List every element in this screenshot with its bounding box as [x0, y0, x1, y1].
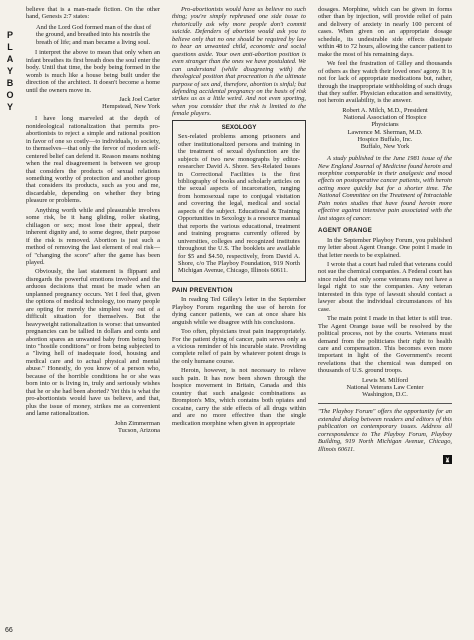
box-text: Sex-related problems among prisoners and other institutionalized persons and training in the treatment of sexual dysfunction are the subjects of two new monographs by editor-researcher David A. Shore. Sex-Related Issues in Correctional Facilities is the first bibliography of books and scholarly articles on the sexual aspects of incarceration, ranging from homosexual rape to conjugal visitation and covering the legal, medical and social aspects of the subject. Educational & Training Opportunities in Sexology is a resource manual that reports the various educational, treatment and training programs currently offered by universities, colleges and recognized institutes throughout the U.S. The booklets are available for $5 and $4.50, respectively, from David A. Shore, c/o The Playboy Foundation, 919 North Michigan Avenue, Chicago, Illinois 60611. — [178, 133, 300, 275]
signature-line: Robert A. Milch, M.D., President — [342, 106, 428, 114]
signature-name: John Zimmerman — [114, 419, 160, 427]
column-1 — [26, 6, 160, 439]
column-2 — [172, 6, 306, 429]
section-heading: PAIN PREVENTION — [172, 286, 233, 294]
magazine-name: PLAYBOY — [5, 30, 15, 114]
divider — [318, 403, 452, 404]
letter-signature — [26, 420, 160, 434]
signature-line: National Association of Hospice — [343, 114, 427, 122]
editor-reply: Pro-abortionists would have us believe no such thing; you're simply rephrased one side issue to rhetorically ask why more people don't commit suicide. Defenders of abortion would ask you to believe only that no one should be required by law to bear an unwanted child, economic and social questions aside. Your own anti-abortion position is even stranger than the ones we have postulated. We can understand (while disagreeing with) the theological position that procreation is the ultimate purpose of sex and, therefore, abortion is sinful; but defending accidental pregnancy on the basis of risk strikes us as a little weird. And not even sporting, when you consider that the risk is limited to the female players. — [172, 6, 306, 118]
letter-paragraph: Heroin, however, is not necessary to relieve such pain. It has now been shown through the hospice movement in Britain, Canada and this country that such analgesic combinations as Brompton's Mix, which contains both opiates and cocaine, carry the side effects of all drugs within and are no more effective than the single medication morphine when given in appropriate — [172, 367, 306, 427]
letter-paragraph: I interpret the above to mean that only when an infant breathes its first breath does the soul enter the body. Until that time, the body being formed in the womb is much like a house being built under the direction of the architect. It doesn't become a home until the owners move in. — [26, 49, 160, 94]
signature-line: Hospice Buffalo, Inc. — [357, 135, 413, 143]
letter-paragraph: believe that is a man-made fiction. On the other hand, Genesis 2:7 states: — [26, 6, 160, 21]
box-heading: SEXOLOGY — [221, 123, 257, 131]
signature-place: Hempstead, New York — [102, 103, 160, 111]
signature-line: Washington, D.C. — [362, 391, 408, 399]
letter-paragraph: In the September Playboy Forum, you published my letter about Agent Orange. One point I made in that letter needs to be explained. — [318, 236, 452, 259]
signature-line: National Veterans Law Center — [346, 384, 424, 391]
letter-paragraph: Anything worth while and pleasurable involves some risk, be it hang gliding, roller skating, chiliagon or sex; most lose their appeal, their inherent dignity and, to some degree, their purpose if the risk is removed. Abortion is just such a method of removing the last element of real risk—of "changing the score" after the game has been played. — [26, 206, 160, 266]
letter-paragraph: I have long marveled at the depth of nonideological rationalization that permits pro-abortionists to reject a simple and rational position in favor of one so costly—to individuals, to society, to themselves—that only the fervor of modern self-centered belief can defend it. Reason means nothing when the real disagreement is between we group that considers the products of sexual relations something worthy of protection and another group that considers its products, such as you and me, discardable, depending on whether they bring pleasure or problems. — [26, 115, 160, 205]
column-3 — [318, 6, 452, 464]
signature-line: Lewis M. Milford — [362, 376, 408, 384]
letter-paragraph: In reading Ted Gilley's letter in the September Playboy Forum regarding the use of heroin for dying cancer patients, we can at once share his anguish while we disagree with his conclusions. — [172, 296, 306, 326]
page-number: 66 — [5, 627, 13, 634]
letter-paragraph: The main point I made in that letter is still true. The Agent Orange issue will be resolved by the political process, not by the courts. Veterans must demand from the politicians their right to health care and compensation. This becomes even more important in light of the Government's recent revelations that the chemical was dumped on thousands of U.S. ground troops. — [318, 315, 452, 375]
letter-paragraph: I wrote that a court had ruled that veterans could not sue the chemical companies. A Federal court has since ruled that only some veterans may not have a legal right to sue the companies. Any veteran interested in this type of lawsuit should contact a lawyer about the individual circumstances of his case. — [318, 261, 452, 313]
section-heading: AGENT ORANGE — [318, 227, 373, 235]
signature-line: Physicians — [371, 121, 399, 129]
signature-line: Lawrence M. Sherman, M.D. — [347, 128, 423, 136]
letter-paragraph: dosages. Morphine, which can be given in forms other than by injection, will provide relief of pain and delivery of anxiety in nearly 100 percent of cases. When given on an appropriate dosage schedule, its undesirable side effects dissipate within 48 to 72 hours, allowing the cancer patient to make the most of his remaining days. — [318, 6, 452, 58]
letter-signature — [318, 377, 452, 399]
letter-paragraph: Obviously, the last statement is flippant and disregards the powerful emotions involved and the arduous decisions that must be made when an unplanned pregnancy occurs. Yet I feel that, given the options of medical technology, too many people are opting for merely the simplest way out of a difficult situation for themselves. But the heavyweight rationalization is worse: that unwanted pregnancies can be tallied in dollars and cents and abortion spares an unwanted baby from being born into "hostile conditions" or from being subjected to a "living hell of inadequate food, housing and medical care and to actual physical and mental abuse." Honestly, do you know of a person who, because of the horrible conditions he or she was born into or is living in, truly and seriously wishes that he or she had been aborted? Yet this is what the pro-abortionists would have us believe, and that, plus the issue of money, strikes me as convenient and lame rationalization. — [26, 268, 160, 418]
scripture-quote: And the Lord God formed man of the dust of the ground, and breathed into his nostrils the breath of life; and man became a living soul. — [36, 23, 152, 46]
sexology-sidebar-box — [172, 120, 306, 282]
editor-reply: A study published in the June 1981 issue of the New England Journal of Medicine found heroin and morphine comparable in their analgesic and mood effects on postoperative cancer patients, with heroin acting more quickly but for a shorter time. The National Committee on the Treatment of Intractable Pain notes studies that have found heroin more effective against intensive pain associated with the last stages of cancer. — [318, 155, 452, 222]
letter-signature — [26, 96, 160, 110]
rabbit-logo-icon — [318, 455, 452, 464]
letter-paragraph: We feel the frustration of Gilley and thousands of others as they watch their loved ones' agony. It is not for lack of appropriate medications but, rather, through the inappropriate withholding of such drugs that they suffer. Physician education and sensitivity, not heroin availability, is the answer. — [318, 60, 452, 105]
letter-paragraph: Too often, physicians treat pain inappropriately. For the patient dying of cancer, pain serves only as a vicious reminder of his incurable state. Providing complete relief of pain by whatever potent drugs is the only humane course. — [172, 328, 306, 365]
forum-footer-note: "The Playboy Forum" offers the opportunity for an extended dialog between readers and editors of this publication on contemporary issues. Address all correspondence to The Playboy Forum, Playboy Building, 919 North Michigan Avenue, Chicago, Illinois 60611. — [318, 408, 452, 453]
signature-place: Tucson, Arizona — [117, 426, 160, 434]
signature-name: Jack Joel Carter — [119, 95, 160, 103]
letter-signature — [318, 107, 452, 150]
signature-line: Buffalo, New York — [360, 142, 410, 150]
